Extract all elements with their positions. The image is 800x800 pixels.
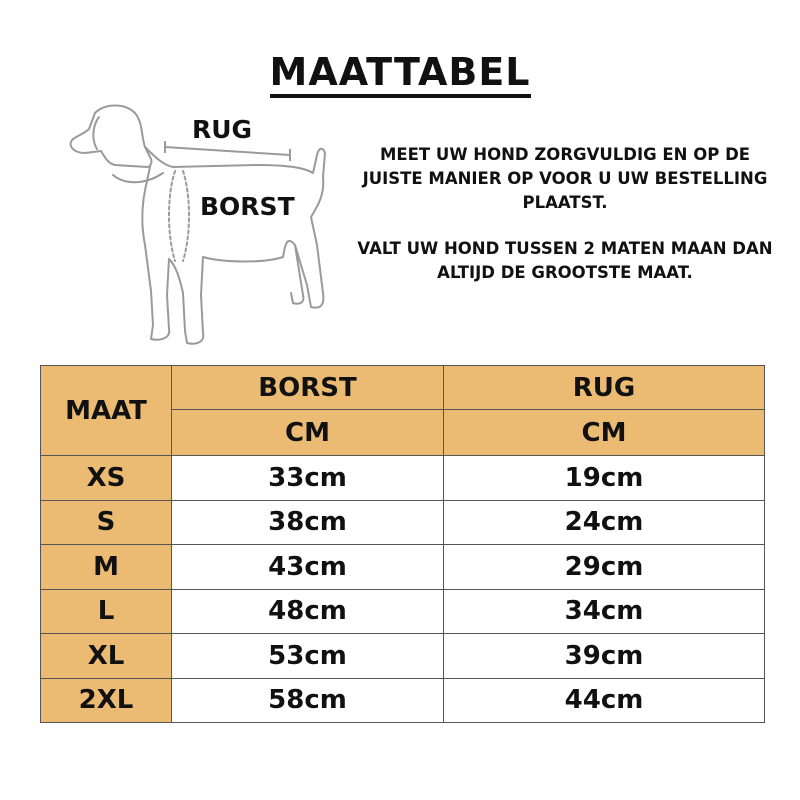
table-header-row bbox=[41, 366, 765, 410]
header-chest-unit: CM bbox=[172, 410, 444, 456]
row-chest: 53cm bbox=[172, 634, 444, 679]
size-table bbox=[40, 365, 765, 723]
row-back: 39cm bbox=[444, 634, 765, 679]
row-size: XS bbox=[41, 456, 172, 501]
row-chest: 43cm bbox=[172, 545, 444, 590]
row-back: 24cm bbox=[444, 500, 765, 545]
row-chest: 38cm bbox=[172, 500, 444, 545]
instruction-between-sizes: VALT UW HOND TUSSEN 2 MATEN MAAN DAN ALTIJD DE GROOTSTE MAAT. bbox=[357, 239, 773, 282]
instruction-measure: MEET UW HOND ZORGVULDIG EN OP DE JUISTE MANIER OP VOOR U UW BESTELLING PLAATST. bbox=[362, 145, 768, 212]
table-row bbox=[41, 678, 765, 723]
header-back-unit: CM bbox=[444, 410, 765, 456]
row-chest: 58cm bbox=[172, 678, 444, 723]
table-row bbox=[41, 545, 765, 590]
row-size: M bbox=[41, 545, 172, 590]
title-text: MAATTABEL bbox=[270, 50, 531, 98]
instructions bbox=[355, 143, 775, 307]
header-back: RUG bbox=[444, 366, 765, 410]
row-size: L bbox=[41, 589, 172, 634]
row-back: 44cm bbox=[444, 678, 765, 723]
table-row bbox=[41, 456, 765, 501]
table-row bbox=[41, 634, 765, 679]
table-row bbox=[41, 500, 765, 545]
row-size: 2XL bbox=[41, 678, 172, 723]
row-back: 34cm bbox=[444, 589, 765, 634]
row-back: 29cm bbox=[444, 545, 765, 590]
row-chest: 48cm bbox=[172, 589, 444, 634]
chest-label: BORST bbox=[200, 192, 295, 221]
back-label: RUG bbox=[192, 115, 253, 144]
header-chest: BORST bbox=[172, 366, 444, 410]
row-back: 19cm bbox=[444, 456, 765, 501]
page-title bbox=[0, 50, 800, 94]
row-size: S bbox=[41, 500, 172, 545]
table-row bbox=[41, 589, 765, 634]
row-chest: 33cm bbox=[172, 456, 444, 501]
header-size: MAAT bbox=[41, 366, 172, 456]
row-size: XL bbox=[41, 634, 172, 679]
